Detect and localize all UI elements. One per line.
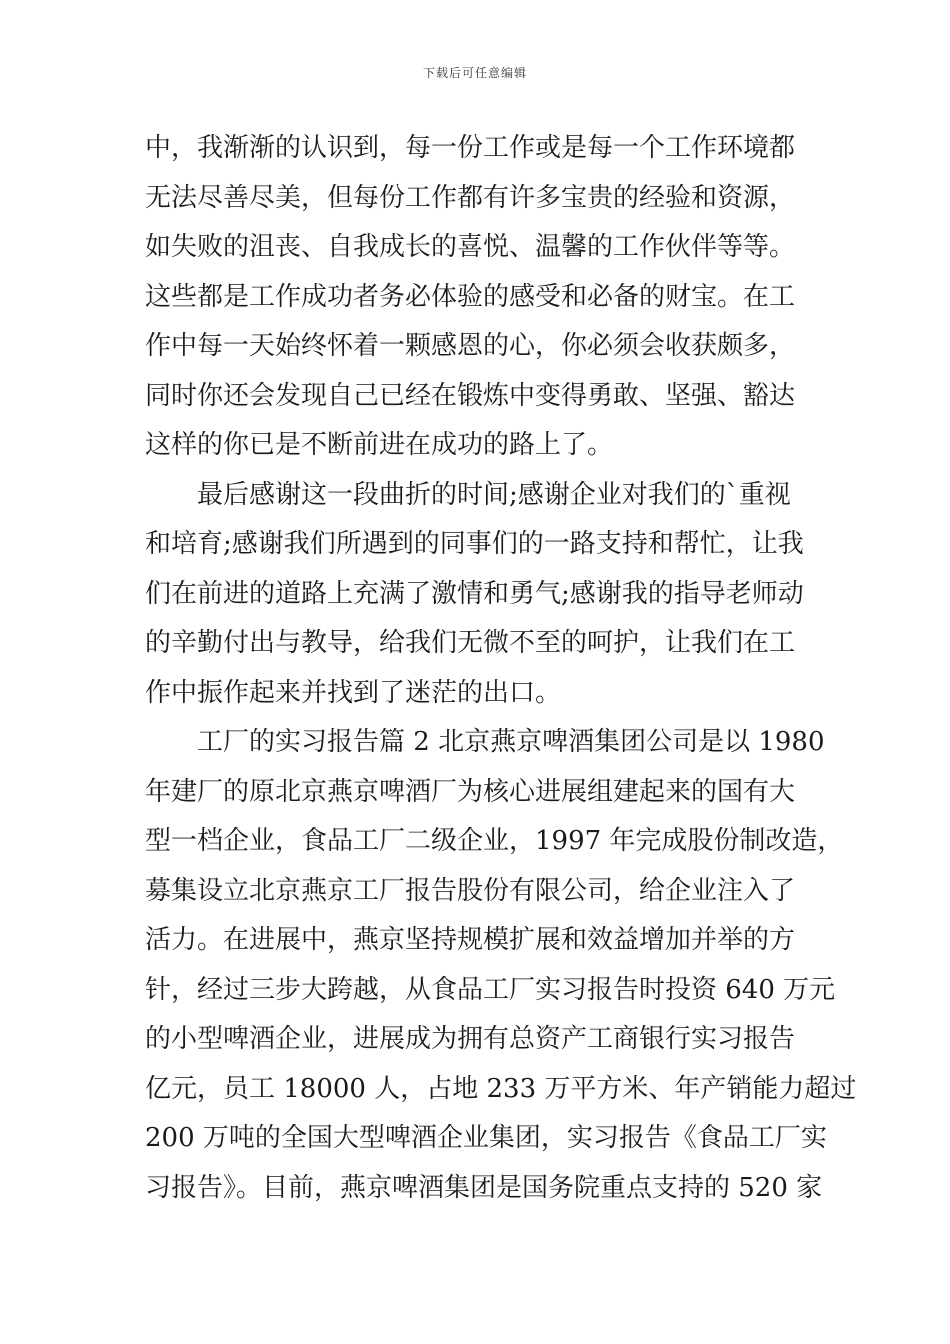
text-line: 习报告》。目前，燕京啤酒集团是国务院重点支持的 520 家 (145, 1172, 823, 1203)
text-line: 这样的你已是不断前进在成功的路上了。 (145, 430, 614, 460)
text-line: 工厂的实习报告篇 2 北京燕京啤酒集团公司是以 1980 (197, 727, 825, 757)
text-line: 型一档企业，食品工厂二级企业，1997 年完成股份制改造， (145, 826, 844, 856)
text-line: 作中每一天始终怀着一颗感恩的心，你必须会收获颇多， (145, 331, 796, 361)
text-line: 的小型啤酒企业，进展成为拥有总资产工商银行实习报告 (145, 1024, 796, 1054)
text-line: 无法尽善尽美，但每份工作都有许多宝贵的经验和资源， (145, 182, 796, 213)
page-header: 下载后可任意编辑 (422, 66, 527, 80)
text-line: 活力。在进展中，燕京坚持规模扩展和效益增加并举的方 (145, 925, 796, 955)
text-line: 如失败的沮丧、自我成长的喜悦、温馨的工作伙伴等等。 (145, 232, 796, 262)
text-line: 同时你还会发现自己已经在锻炼中变得勇敢、坚强、豁达 (145, 380, 796, 411)
text-line: 年建厂的原北京燕京啤酒厂为核心进展组建起来的国有大 (145, 776, 796, 807)
text-line: 的辛勤付出与教导，给我们无微不至的呵护，让我们在工 (145, 628, 796, 658)
text-line: 作中振作起来并找到了迷茫的出口。 (145, 677, 562, 708)
document-body (145, 124, 857, 1213)
text-line: 这些都是工作成功者务必体验的感受和必备的财宝。在工 (145, 281, 796, 312)
paragraph-2 (145, 471, 810, 719)
text-line: 最后感谢这一段曲折的时间;感谢企业对我们的`重视 (197, 479, 791, 510)
paragraph-1 (145, 124, 810, 471)
text-line: 200 万吨的全国大型啤酒企业集团，实习报告《食品工厂实 (145, 1123, 827, 1153)
paragraph-3 (145, 718, 857, 1213)
text-line: 募集设立北京燕京工厂报告股份有限公司，给企业注入了 (145, 875, 796, 906)
text-line: 亿元，员工 18000 人，占地 233 万平方米、年产销能力超过 (145, 1073, 857, 1104)
text-line: 针，经过三步大跨越，从食品工厂实习报告时投资 640 万元 (145, 974, 836, 1005)
text-line: 们在前进的道路上充满了激情和勇气;感谢我的指导老师动 (145, 578, 804, 609)
text-line: 中，我渐渐的认识到，每一份工作或是每一个工作环境都 (145, 133, 796, 163)
text-line: 和培育;感谢我们所遇到的同事们的一路支持和帮忙，让我 (145, 529, 804, 559)
